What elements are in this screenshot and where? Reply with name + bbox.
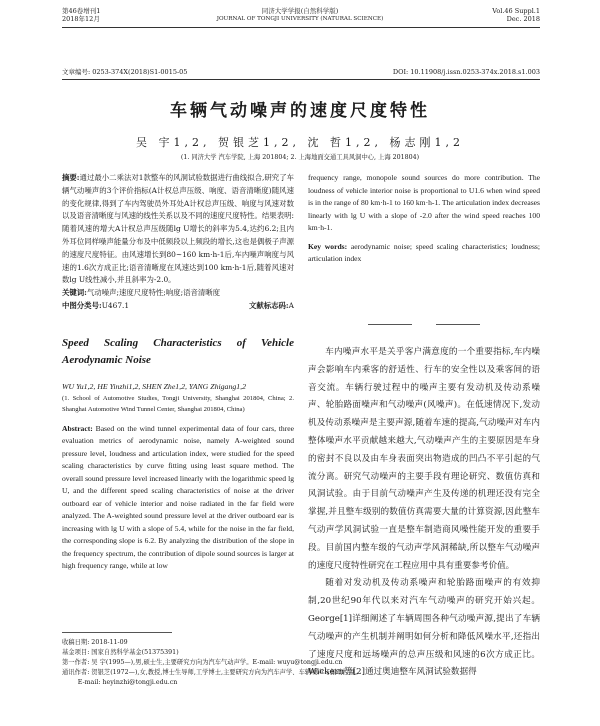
body-paragraph-1: 车内噪声水平是关乎客户满意度的一个重要指标,车内噪声会影响车内乘客的舒适性、行车的安全性以及乘客间的语音交流。车辆行驶过程中的噪声主要有发动机及传动系噪声、轮胎路面噪声和气动噪声(风噪声)。在低速情况下,发动机及传动系噪声是主要声源,随着车速的提高,气动噪声对车内整体噪声水平贡献越来越大,气动噪声产生的主要原因是车身的密封不良以及由车身表面突出物造成的凹凸不平引起的气流分离。研究气动噪声的主要手段有理论研究、数值仿真和风洞试验。由于目前气动噪声产生及传递的机理还没有完全掌握,并且整车级别的数值仿真需要大量的计算资源,因此整车气动声学风洞试验一直是整车制造商风噪性能开发的重要手段。目前国内整车级的气动声学风洞稀缺,所以整车气动噪声的速度尺度特性研究在工程应用中具有重要参考价值。 bbox=[308, 347, 540, 571]
affiliation-en: (1. School of Automotive Studies, Tongji University, Shanghai 201804, China; 2. Shanghai Automotive Wind Tunnel Center, Shanghai 201804, China) bbox=[62, 394, 294, 413]
left-column bbox=[62, 172, 294, 573]
separator-right bbox=[436, 324, 480, 325]
doi-link[interactable]: DOI: 10.11908/j.issn.0253-374x.2018.s1.003 bbox=[392, 68, 540, 76]
paper-title-en: Speed Scaling Characteristics of Vehicle Aerodynamic Noise bbox=[62, 336, 294, 366]
keywords-en-label: Key words: bbox=[308, 241, 348, 251]
header-center bbox=[170, 7, 430, 23]
footnote-author2: 通讯作者: 贺银芝(1972—),女,教授,博士生导师,工学博士,主要研究方向为汽车声学、车辆噪声与振动控制。 bbox=[62, 669, 362, 676]
body-paragraph-2: 随着对发动机及传动系噪声和轮胎路面噪声的有效抑制,20世纪90年代以来对汽车气动噪声的研究开始兴起。George[1]详细阐述了车辆周围各种气动噪声源,提出了车辆气动噪声的产生机制并阐明如何分析和降低风噪水平,还指出了速度尺度和远场噪声的总声压级和风速的6次方成正比。Wickern等[2]通过奥迪整车风洞试验数据得 bbox=[308, 578, 540, 678]
header-journal-cn: 同济大学学报(自然科学版) bbox=[261, 7, 339, 15]
header-date-cn: 2018年12月 bbox=[62, 15, 100, 23]
footnote-received: 收稿日期: 2018-11-09 bbox=[62, 639, 128, 646]
document-code: 文献标志码:A bbox=[248, 300, 294, 310]
keywords-cn-label: 关键词: bbox=[62, 288, 87, 298]
separator-left bbox=[368, 324, 412, 325]
header-volume-cn: 第46卷增刊1 bbox=[62, 7, 101, 15]
footnote-email2[interactable]: E-mail: heyinzhi@tongji.edu.cn bbox=[77, 679, 178, 686]
authors-cn: 吴 宇1,2, 贺银芝1,2, 沈 哲1,2, 杨志刚1,2 bbox=[136, 136, 464, 149]
keywords-cn bbox=[62, 287, 294, 300]
article-number: 文章编号: 0253-374X(2018)S1-0015-05 bbox=[62, 68, 188, 76]
classification-line bbox=[62, 300, 294, 313]
header-right bbox=[420, 7, 540, 23]
footnotes bbox=[62, 638, 562, 688]
header-journal-en: JOURNAL OF TONGJI UNIVERSITY (NATURAL SCIENCE) bbox=[216, 16, 384, 22]
header-left bbox=[62, 7, 182, 23]
meta-rule bbox=[62, 79, 540, 80]
header-date-en: Dec. 2018 bbox=[506, 15, 540, 23]
abstract-en bbox=[62, 423, 294, 573]
abstract-en-label: Abstract: bbox=[62, 423, 93, 433]
abstract-cn bbox=[62, 172, 294, 287]
abstract-en-continued: frequency range, monopole sound sources do more contribution. The loudness of vehicle interior noise is proportional to U1.6 when wind speed is in the range of 80 km·h-1 to 160 km·h-1. The articulation index decreases linearly with lg U with a slope of -2.0 after the wind speed reaches 100 km·h-1. bbox=[308, 173, 540, 232]
authors-en: WU Yu1,2, HE Yinzhi1,2, SHEN Zhe1,2, YANG Zhigang1,2 bbox=[62, 381, 247, 391]
footnote-fund: 基金项目: 国家自然科学基金(51375391) bbox=[62, 649, 179, 656]
header-volume-en: Vol.46 Suppl.1 bbox=[492, 7, 540, 15]
abstract-en-text: Based on the wind tunnel experimental data of four cars, three evaluation metrics of aerodynamic noise, namely A-weighted sound pressure level, loudness and articulation index, were studied for the speed scaling characteristics by curve fitting using least square method. The overall sound pressure level increased linearly with the logarithmic speed lg U, and the different speed scaling characteristics of noise at the driver outboard ear of vehicle interior and noise radiated in the far field were analyzed. The A-weighted sound pressure level at the driver outboard ear is increasing with lg U with a slope of 5.4, while for the noise in the far field, the corresponding slope is 6.2. By analyzing the distribution of the slope in the frequency spectrum, the contribution of dipole sound sources is larger at high frequency range, while at low bbox=[62, 423, 294, 571]
footnote-rule bbox=[62, 632, 172, 633]
abstract-cn-label: 摘要: bbox=[62, 173, 80, 182]
footnote-author1: 第一作者: 吴 宇(1995—),男,硕士生,主要研究方向为汽车气动声学。E-mail: wuyu@tongji.edu.cn bbox=[62, 659, 343, 666]
abstract-cn-text: 通过最小二乘法对1款整车的风洞试验数据进行曲线拟合,研究了车辆气动噪声的3个评价指标(A计权总声压级、响度、语音清晰度)随风速的变化规律,得到了车内驾驶员外耳处A计权总声压级、响度与风速对数以及语音清晰度与风速的线性关系以及不同的速度尺度特性。结果表明:随着风速的增大A计权总声压级随lg U增长的斜率为5.4,达约6.2;且内外耳位同样噪声能量分布及中低频段以上频段的增长,这也是偶极子声源的速度尺度特征。由风速增长到80~160 km·h-1后,车内噪声响度与风速的1.6次方成正比;语音清晰度在风速达到100 km·h-1后,随着风速对数lg U线性减小,并且斜率为-2.0。 bbox=[62, 173, 294, 285]
paper-title-cn: 车辆气动噪声的速度尺度特性 bbox=[170, 101, 430, 121]
header-rule bbox=[62, 27, 540, 28]
keywords-en bbox=[308, 241, 540, 266]
body-cn bbox=[308, 344, 540, 682]
right-column-top bbox=[308, 172, 540, 266]
affiliation-cn: (1. 同济大学 汽车学院, 上海 201804; 2. 上海地面交通工具风洞中心, 上海 201804) bbox=[180, 154, 420, 161]
keywords-en-text: aerodynamic noise; speed scaling characteristics; loudness; articulation index bbox=[308, 241, 540, 263]
clc-code: 中图分类号:U467.1 bbox=[62, 300, 130, 310]
keywords-cn-text: 气动噪声;速度尺度特性;响度;语音清晰度 bbox=[86, 288, 221, 298]
